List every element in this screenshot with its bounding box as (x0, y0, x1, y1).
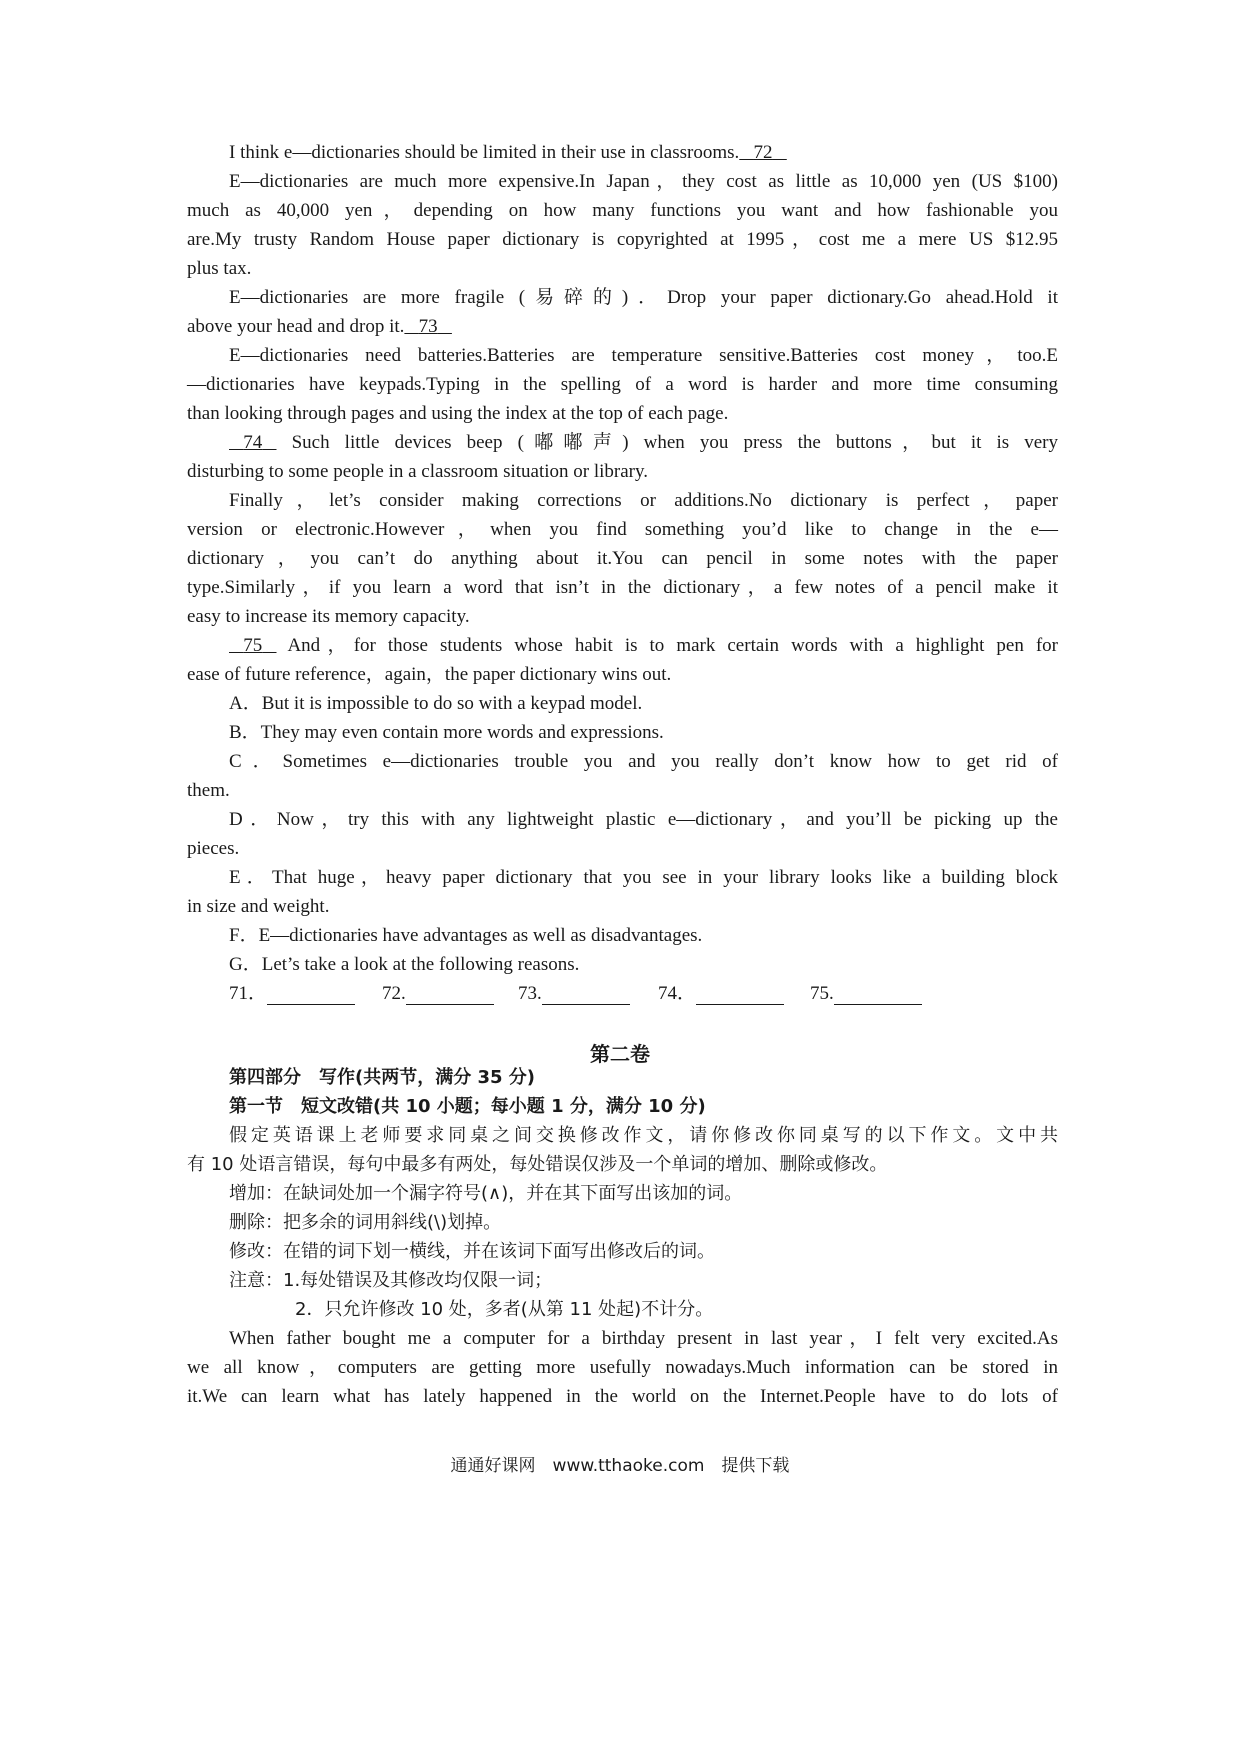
passage-line: —dictionaries have keypads.Typing in the spelling of a word is harder and more time consuming (187, 374, 1058, 395)
option-c-cont: them. (187, 780, 230, 801)
option-d: D．Now，try this with any lightweight plastic e—dictionary，and you’ll be picking up the (229, 809, 1058, 830)
option-f: F．E—dictionaries have advantages as well as disadvantages. (229, 925, 703, 946)
option-g: G．Let’s take a look at the following reasons. (229, 954, 580, 975)
answer-73[interactable]: 73. (518, 983, 630, 1005)
passage-line: plus tax. (187, 258, 252, 279)
essay-line: we all know，computers are getting more usefully nowadays.Much information can be stored in (187, 1357, 1058, 1378)
passage-line: type.Similarly，if you learn a word that isn’t in the dictionary，a few notes of a pencil make it (187, 577, 1058, 598)
passage-line: E—dictionaries are much more expensive.In Japan，they cost as little as 10,000 yen (US $100) (229, 171, 1058, 192)
passage-line: 75 And，for those students whose habit is to mark certain words with a highlight pen for (229, 635, 1058, 657)
section-heading: 第一节 短文改错(共 10 小题；每小题 1 分，满分 10 分) (229, 1096, 706, 1117)
passage-line: ease of future reference，again，the paper dictionary wins out. (187, 664, 672, 685)
answer-72[interactable]: 72. (382, 983, 494, 1005)
page-footer: 通通好课网 www.tthaoke.com 提供下载 (450, 1456, 790, 1476)
note-2: 2．只允许修改 10 处，多者(从第 11 处起)不计分。 (295, 1299, 714, 1320)
passage-line: E—dictionaries need batteries.Batteries are temperature sensitive.Batteries cost money，too.E (229, 345, 1058, 366)
option-b: B．They may even contain more words and expressions. (229, 722, 664, 743)
passage-line: Finally，let’s consider making corrections or additions.No dictionary is perfect，paper (229, 490, 1058, 511)
passage-line: disturbing to some people in a classroom situation or library. (187, 461, 649, 482)
answer-75[interactable]: 75. (810, 983, 922, 1005)
passage-line: version or electronic.However，when you find something you’d like to change in the e— (187, 519, 1058, 540)
passage-line: above your head and drop it. 73 (187, 316, 1058, 338)
passage-line: 74 Such little devices beep (嘟嘟声) when you press the buttons，but it is very (229, 432, 1058, 454)
option-c: C．Sometimes e—dictionaries trouble you and you really don’t know how to get rid of (229, 751, 1058, 772)
option-d-cont: pieces. (187, 838, 240, 859)
passage-line: I think e—dictionaries should be limited in their use in classrooms. 72 (229, 142, 1058, 164)
passage-line: are.My trusty Random House paper dictionary is copyrighted at 1995，cost me a mere US $12.95 (187, 229, 1058, 250)
answer-71[interactable]: 71． (229, 983, 355, 1005)
passage-line: easy to increase its memory capacity. (187, 606, 470, 627)
blank-73: 73 (418, 316, 438, 337)
rule-add: 增加：在缺词处加一个漏字符号(∧)，并在其下面写出该加的词。 (229, 1183, 743, 1204)
section-title: 第二卷 (590, 1042, 650, 1066)
blank-75: 75 (243, 635, 263, 656)
passage-line: dictionary，you can’t do anything about it.You can pencil in some notes with the paper (187, 548, 1058, 569)
rule-delete: 删除：把多余的词用斜线(\)划掉。 (229, 1212, 502, 1233)
passage-line: much as 40,000 yen，depending on how many functions you want and how fashionable you (187, 200, 1058, 221)
answer-74[interactable]: 74． (658, 983, 784, 1005)
note-1: 注意：1.每处错误及其修改均仅限一词； (229, 1270, 553, 1291)
essay-line: it.We can learn what has lately happened in the world on the Internet.People have to do lots of (187, 1386, 1058, 1407)
rule-modify: 修改：在错的词下划一横线，并在该词下面写出修改后的词。 (229, 1241, 715, 1262)
essay-line: When father bought me a computer for a birthday present in last year，I felt very excited.As (229, 1328, 1058, 1349)
passage-line: than looking through pages and using the index at the top of each page. (187, 403, 729, 424)
option-e-cont: in size and weight. (187, 896, 330, 917)
passage-line: E—dictionaries are more fragile (易碎的)．Drop your paper dictionary.Go ahead.Hold it (229, 287, 1058, 308)
instruction-line: 假定英语课上老师要求同桌之间交换修改作文，请你修改你同桌写的以下作文。文中共 (229, 1125, 1058, 1146)
blank-72: 72 (753, 142, 773, 163)
part-heading: 第四部分 写作(共两节，满分 35 分) (229, 1067, 536, 1088)
option-e: E．That huge，heavy paper dictionary that you see in your library looks like a building block (229, 867, 1058, 888)
option-a: A．But it is impossible to do so with a keypad model. (229, 693, 643, 714)
blank-74: 74 (243, 432, 263, 453)
instruction-line: 有 10 处语言错误，每句中最多有两处，每处错误仅涉及一个单词的增加、删除或修改。 (187, 1154, 888, 1175)
